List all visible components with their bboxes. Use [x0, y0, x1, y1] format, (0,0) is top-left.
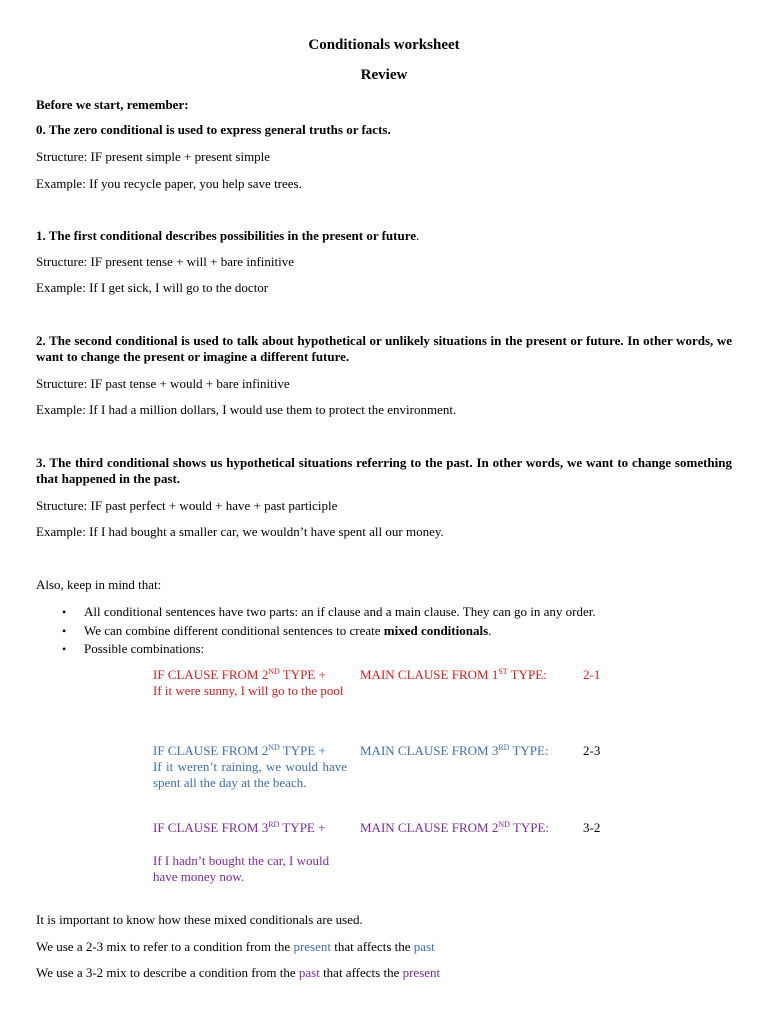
mix-2-1-code: 2-1: [583, 667, 601, 682]
bullet-mixed-conditionals: [84, 623, 491, 639]
mix-2-3-main-label: MAIN CLAUSE FROM 3: [360, 743, 499, 758]
mix-2-3-if-sup: ND: [268, 743, 280, 752]
use-3-2-past-word: past: [298, 965, 320, 980]
mix-2-3-if-tail: TYPE +: [279, 743, 326, 758]
section-1-example: Example: If I get sick, I will go to the doctor: [36, 280, 269, 295]
mix-2-3-code: 2-3: [583, 743, 601, 758]
mixed-conditionals-term: mixed conditionals: [383, 623, 489, 638]
bullet-dot-icon: •: [62, 642, 67, 656]
bullet-possible-combinations: Possible combinations:: [84, 641, 205, 656]
mix-2-1-if-tail: TYPE +: [279, 667, 326, 682]
mix-3-2-main-tail: TYPE:: [509, 820, 550, 835]
section-1-structure: Structure: IF present tense + will + bare infinitive: [36, 254, 294, 269]
use-3-2-note: [36, 965, 440, 981]
mix-2-1-if-label: IF CLAUSE FROM 2: [153, 667, 269, 682]
mix-2-1-example: If it were sunny, I will go to the pool: [153, 683, 344, 698]
section-0-heading: 0. The zero conditional is used to express general truths or facts.: [36, 122, 391, 137]
section-1-heading: [36, 228, 419, 244]
use-2-3-mid: that affects the: [330, 939, 414, 954]
mix-3-2-if-label: IF CLAUSE FROM 3: [153, 820, 269, 835]
use-2-3-present-word: present: [293, 939, 331, 954]
section-0-example: Example: If you recycle paper, you help save trees.: [36, 176, 302, 191]
bullet-mixed-post: .: [488, 623, 492, 638]
use-3-2-mid: that affects the: [319, 965, 403, 980]
mix-2-1-main-label: MAIN CLAUSE FROM 1: [360, 667, 499, 682]
important-note: It is important to know how these mixed conditionals are used.: [36, 912, 363, 927]
mix-2-3-main-clause: [360, 743, 549, 759]
mix-2-1-if-clause: [153, 667, 347, 699]
use-2-3-note: [36, 939, 435, 955]
mix-2-1-main-sup: ST: [498, 667, 508, 676]
section-1-heading-tail: .: [416, 228, 420, 243]
use-2-3-past-word: past: [413, 939, 435, 954]
mix-3-2-example: If I hadn’t bought the car, I would have money now.: [153, 853, 330, 884]
section-3-structure: Structure: IF past perfect + would + have + past participle: [36, 498, 338, 513]
bullet-dot-icon: •: [62, 605, 67, 619]
section-2-example: Example: If I had a million dollars, I would use them to protect the environment.: [36, 402, 457, 417]
section-3-example: Example: If I had bought a smaller car, we wouldn’t have spent all our money.: [36, 524, 444, 539]
mix-3-2-main-sup: ND: [498, 820, 510, 829]
mix-2-3-main-tail: TYPE:: [509, 743, 549, 758]
mix-2-1-if-sup: ND: [268, 667, 280, 676]
mix-2-1-main-clause: [360, 667, 547, 683]
page-title: Conditionals worksheet: [308, 37, 460, 53]
mix-2-3-if-label: IF CLAUSE FROM 2: [153, 743, 269, 758]
mix-2-1-main-tail: TYPE:: [507, 667, 547, 682]
bullet-mixed-pre: We can combine different conditional sentences to create: [84, 623, 384, 638]
mix-3-2-code: 3-2: [583, 820, 601, 835]
section-1-heading-bold: 1. The first conditional describes possibilities in the present or future: [36, 228, 417, 243]
section-3-heading: 3. The third conditional shows us hypothetical situations referring to the past. In other words, we want to change something that happened in the past.: [36, 455, 732, 486]
section-2-structure: Structure: IF past tense + would + bare infinitive: [36, 376, 290, 391]
section-2-heading: 2. The second conditional is used to talk about hypothetical or unlikely situations in the present or future. In other words, we want to change the present or imagine a different future.: [36, 333, 732, 364]
use-3-2-present-word: present: [402, 965, 441, 980]
bullet-dot-icon: •: [62, 624, 67, 638]
keep-in-mind-text: Also, keep in mind that:: [36, 577, 162, 592]
bullet-two-parts: All conditional sentences have two parts: an if clause and a main clause. They can go in any order.: [84, 604, 596, 619]
page-subtitle: Review: [360, 67, 408, 83]
mix-3-2-main-clause: [360, 820, 549, 836]
use-3-2-pre: We use a 3-2 mix to describe a condition from the: [36, 965, 299, 980]
mix-3-2-if-tail: TYPE +: [279, 820, 326, 835]
use-2-3-pre: We use a 2-3 mix to refer to a condition from the: [36, 939, 294, 954]
mix-2-3-main-sup: RD: [498, 743, 510, 752]
mix-2-3-if-clause: [153, 743, 347, 791]
intro-text: Before we start, remember:: [36, 97, 189, 112]
mix-2-3-example: If it weren’t raining, we would have spent all the day at the beach.: [153, 759, 347, 790]
mix-3-2-if-clause: [153, 820, 347, 885]
mix-3-2-main-label: MAIN CLAUSE FROM 2: [360, 820, 499, 835]
section-0-structure: Structure: IF present simple + present simple: [36, 149, 271, 164]
mix-3-2-if-sup: RD: [268, 820, 280, 829]
